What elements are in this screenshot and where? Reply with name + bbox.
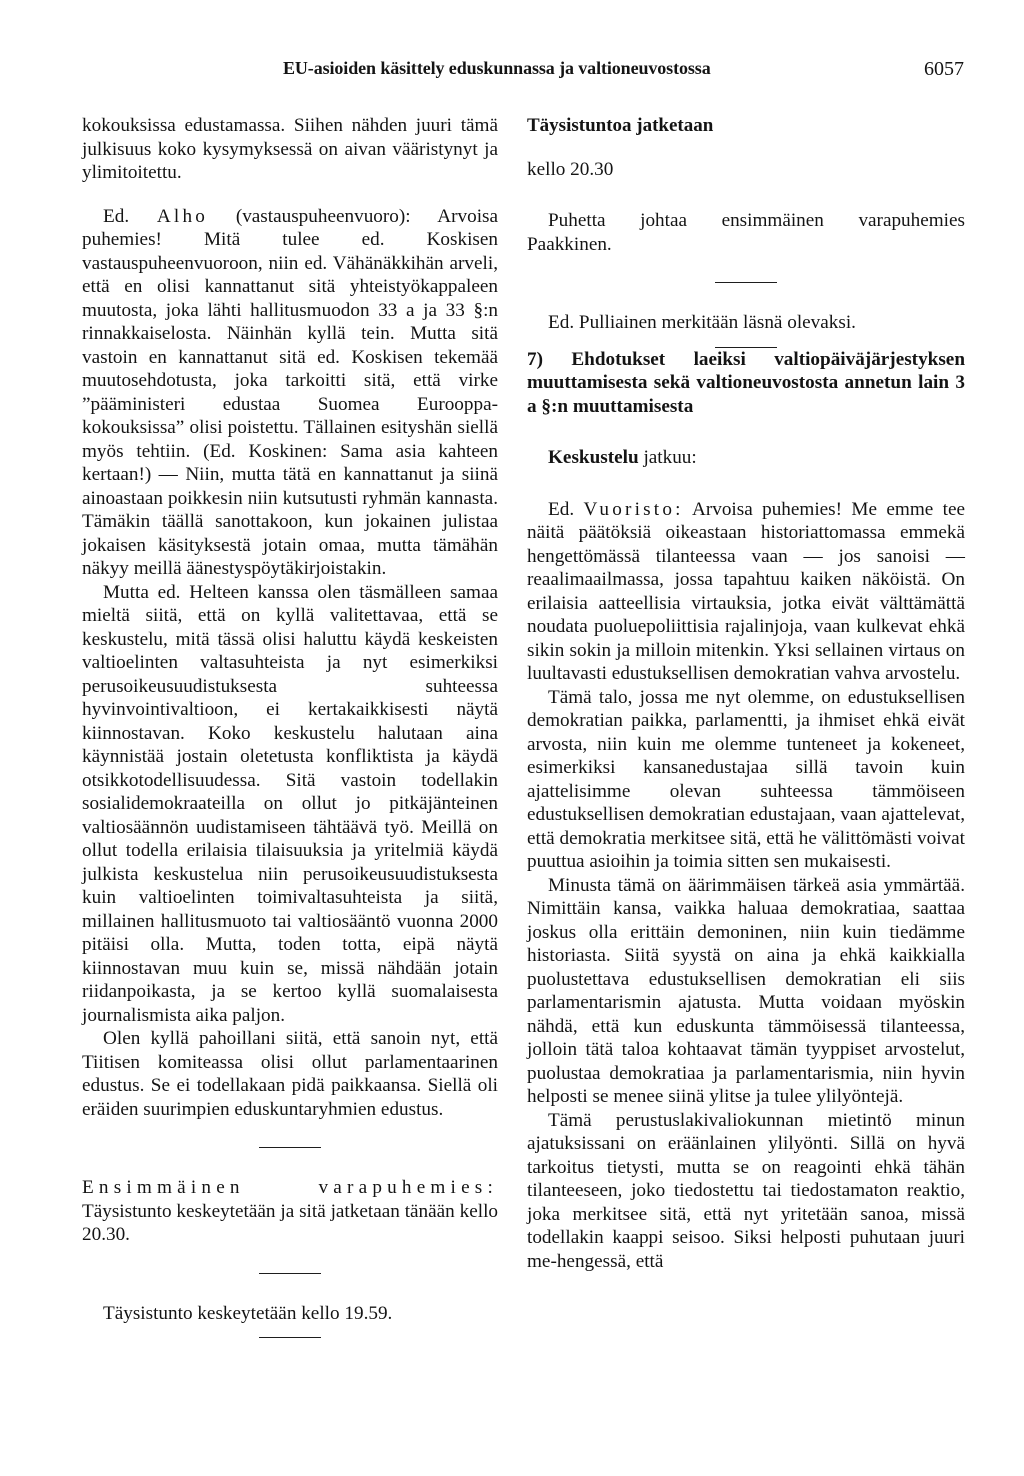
speaker-name: Vuoristo: — [583, 498, 684, 520]
speech-prefix: Ed. — [548, 498, 575, 520]
right-column — [527, 114, 965, 1273]
running-head: EU-asioiden käsittely eduskunnassa ja valtioneuvostossa — [283, 58, 711, 78]
discussion-word: Keskustelu — [548, 447, 639, 468]
paragraph: Minusta tämä on äärimmäisen tärkeä asia ymmärtää. Nimittäin kansa, vaikka haluaa demokratiaa, saattaa joskus olla erittäin demoninen, niin kuin tiedämme historiasta. Siitä syystä on aina ja ehkä kaikkialla puolustettava edustuksellisen demokratian eli siis parlamentarismin ajatusta. Mutta voidaan myöskin nähdä, että kun eduskunta tämmöisessä tilanteessa, jolloin tätä taloa kohtaavat tämän tyyppiset arvostelut, puolustaa demokratiaa ja parlamentarismia, niin hyvin helposti se menee siinä ylitse ja tulee ylilyöntejä. — [527, 874, 965, 1107]
discussion-suffix: jatkuu: — [643, 447, 697, 468]
speech-alho — [82, 205, 498, 581]
paragraph-continuation: kokouksissa edustamassa. Siihen nähden juuri tämä julkisuus koko kysymyksessä on aivan vääristynyt ja ylimitoitettu. — [82, 115, 498, 183]
section-divider — [259, 1147, 321, 1148]
chair-note: Puhetta johtaa ensimmäinen varapuhemies Paakkinen. — [527, 210, 965, 255]
speech-vuoristo — [527, 498, 965, 686]
speech-body: (vastauspuheenvuoro): Arvoisa puhemies! Mitä tulee ed. Koskisen vastauspuheenvuoroon, niin ed. Vähänäkkihän arveli, että en olisi kannattanut sitä yhteistyökappaleen muutosta, joka lähti hallitusmuodon 33 a ja 33 §:n rinnakkaiselosta. Näinhän kyllä tein. Mutta sitä vastoin en kannattanut sitä ed. Koskisen tekemää muutosehdotusta, joka tarkoitti sitä, että virke ”pääministeri edustaa Suomea Eurooppa-kokouksissa” olisi poistettu. Tällainen esityshän siellä myös tehtiin. (Ed. Koskinen: Sama asia kahteen kertaan!) — Niin, mutta tätä en kannattanut ja siinä ainoastaan poikkesin niin kutsutusti ryhmän kannasta. Tämäkin täällä sanottakoon, kun jokainen julistaa jokaisen käsityksestä jotain omaa, mutta tämähän näkyy meillä äänestyspöytäkirjoistakin. — [82, 205, 499, 579]
paragraph: Mutta ed. Helteen kanssa olen täsmälleen samaa mieltä siitä, että on kyllä valitettavaa, että se keskustelu, mitä tässä olisi haluttu käydä keskeisten valtioelinten valtasuhteista ja nyt esimerkiksi perusoikeusuudistuksesta suhteessa hyvinvointivaltioon, ei kertakaikkisesti näytä kiinnostavan. Koko keskustelu halutaan aina käynnistää jostain oletetusta konfliktista ja käydä otsikkotodellisuudessa. Sitä vastoin todellakin sosialidemokraateilla on ollut jo pitkäjänteinen valtiosäännön uudistamiseen tähtäävä työ. Meillä on ollut todella erilaisia tilaisuuksia ja yritelmiä käydä julkista keskustelua niin perusoikeusuudistuksesta kuin valtioelinten toimivaltasuhteista ja siitä, millainen hallitusmuoto tai valtiosääntö vuonna 2000 pitäisi olla. Mutta, toden totta, eipä näytä kiinnostavan muu kuin se, missä nähdään jotain riidanpoikasta, ja se kertoo kyllä suomalaisesta journalismista aika paljon. — [82, 581, 498, 1026]
session-time: kello 20.30 — [527, 158, 614, 180]
left-column — [82, 114, 498, 1338]
section-divider — [259, 1337, 321, 1338]
section-heading: Täysistuntoa jatketaan — [527, 115, 714, 136]
speaker-name: Alho — [156, 205, 209, 227]
speaker-name: Ensimmäinen varapuhemies: — [82, 1177, 498, 1198]
speech-body: Arvoisa puhemies! Me emme tee näitä päätöksiä oikeastaan historiattomassa emmekä hengettömässä tilanteessa vaan — jos sanoisi — reaalimaailmassa, jossa tapahtuu kaiken näköistä. On erilaisia aatteellisia virtauksia, jotka eivät välttämättä noudata puoluepoliittisia rajalinjoja, vaan kulkevat ehkä sikin sokin ja milloin mitenkin. Yksi sellainen virtaus on luultavasti edustuksellisen demokratian vahva arvostelu. — [527, 498, 966, 684]
statement-body: Täysistunto keskeytetään ja sitä jatketaan tänään kello 20.30. — [82, 1200, 498, 1245]
speech-prefix: Ed. — [103, 205, 130, 227]
chair-statement — [82, 1176, 498, 1247]
attendance-note: Ed. Pulliainen merkitään läsnä olevaksi. — [548, 312, 856, 333]
agenda-item-title: 7) Ehdotukset laeiksi valtiopäiväjärjestyksen muuttamisesta sekä valtioneuvostosta annetun lain 3 a §:n muuttamisesta — [527, 348, 965, 417]
section-divider — [259, 1273, 321, 1274]
paragraph: Olen kyllä pahoillani siitä, että sanoin nyt, että Tiitisen komiteassa olisi ollut parlamentaarinen edustus. Se ei todellakaan pidä paikkaansa. Siellä oli eräiden suurimpien eduskuntaryhmien edustus. — [82, 1028, 498, 1120]
paragraph: Tämä talo, jossa me nyt olemme, on edustuksellisen demokratian paikka, parlamentti, ja ihmiset ehkä eivät arvosta, niin kuin me olemme tunteneet ja kokeneet, esimerkiksi kansanedustajaa sillä tavoin kuin ajattelisimme olevan suhteessa tämmöiseen edustuksellisen demokratian edustajaan, vaan ajattelevat, että demokratia merkitsee sitä, että he välittömästi voivat puuttua asioihin ja toimia sitten sen mukaisesti. — [527, 686, 965, 872]
discussion-label — [527, 446, 965, 470]
session-suspended: Täysistunto keskeytetään kello 19.59. — [103, 1302, 393, 1324]
paragraph: Tämä perustuslakivaliokunnan mietintö minun ajatuksissani on eräänlainen ylilyönti. Sillä on hyvä tarkoitus tietysti, mutta se on reagointi ehkä tähän tilanteeseen, joko tiedostettu tai tiedostamaton reaktio, joka merkitsee sitä, että nyt yritetään sanoa, missä todellakin kaappi seisoo. Siksi helposti puhutaan juuri me-hengessä, että — [527, 1109, 965, 1272]
page-number: 6057 — [924, 58, 964, 80]
section-divider — [715, 282, 777, 283]
